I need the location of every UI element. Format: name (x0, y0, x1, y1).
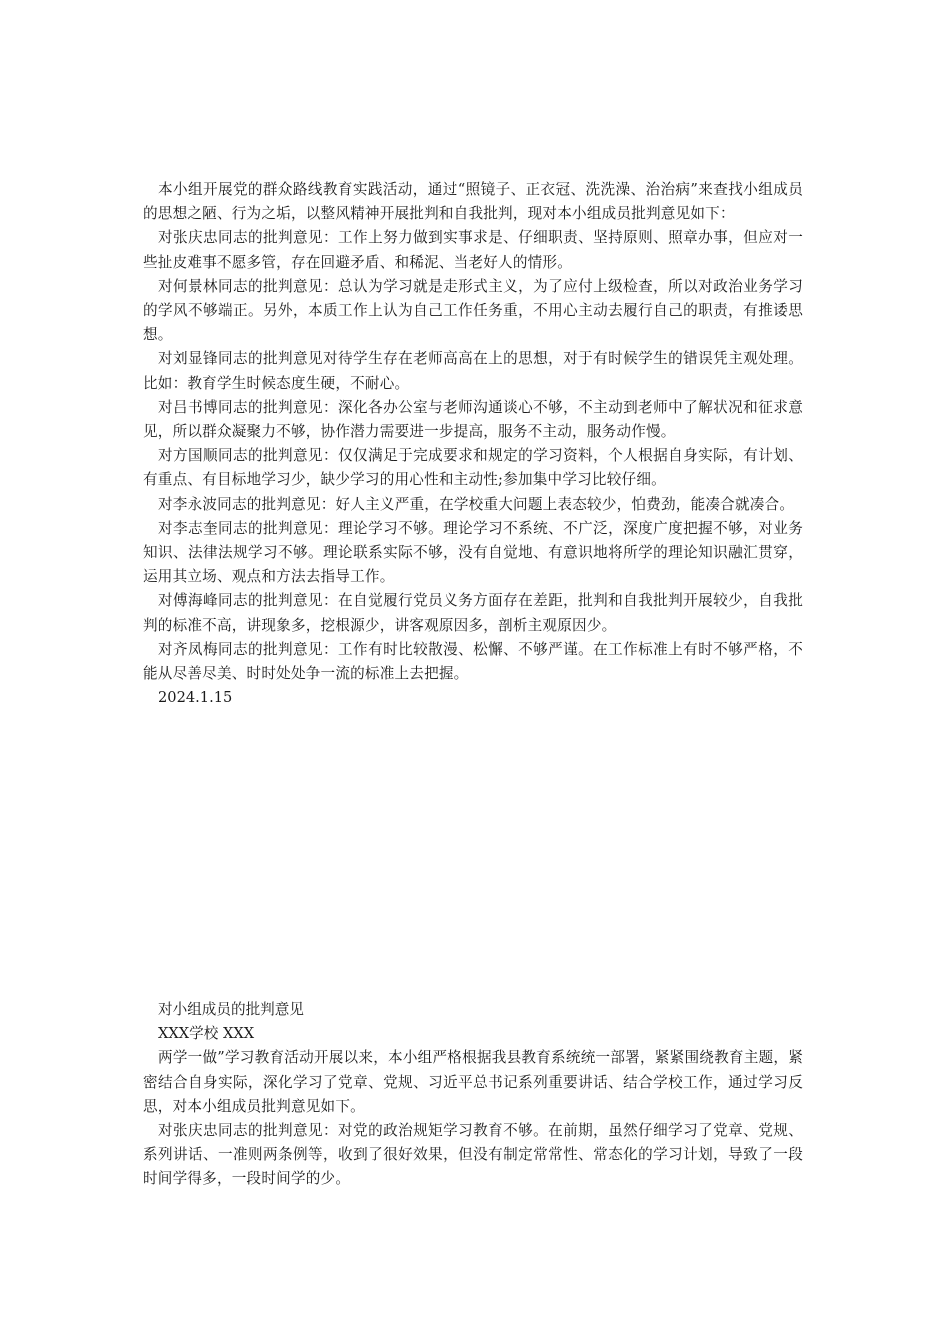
intro-paragraph: 本小组开展党的群众路线教育实践活动，通过“照镜子、正衣冠、洗洗澡、治治病”来查找小组成员的思想之陋、行为之垢，以整风精神开展批判和自我批判，现对本小组成员批判意见如下： (143, 181, 803, 223)
critique-paragraph-zhang: 对张庆忠同志的批判意见：工作上努力做到实事求是、仔细职责、坚持原则、照章办事，但应对一些扯皮难事不愿多管，存在回避矛盾、和稀泥、当老好人的情形。 (143, 229, 803, 271)
critique-section-2 (143, 998, 803, 1192)
intro-paragraph-2: 两学一做”学习教育活动开展以来，本小组严格根据我县教育系统统一部署，紧紧围绕教育主题，紧密结合自身实际，深化学习了党章、党规、习近平总书记系列重要讲话、结合学校工作，通过学习反思，对本小组成员批判意见如下。 (143, 1049, 803, 1115)
critique-paragraph-fang: 对方国顺同志的批判意见：仅仅满足于完成要求和规定的学习资料，个人根据自身实际，有计划、有重点、有目标地学习少，缺少学习的用心性和主动性;参加集中学习比较仔细。 (143, 447, 803, 489)
critique-paragraph-li-yongbo: 对李永波同志的批判意见：好人主义严重，在学校重大问题上表态较少，怕费劲，能凑合就凑合。 (158, 495, 795, 513)
author-line: XXX学校 XXX (158, 1025, 255, 1043)
section-title: 对小组成员的批判意见 (158, 1001, 304, 1018)
critique-section-1 (143, 178, 803, 710)
critique-paragraph-he: 对何景林同志的批判意见：总认为学习就是走形式主义，为了应付上级检查，所以对政治业务学习的学风不够端正。另外，本质工作上认为自己工作任务重，不用心主动去履行自己的职责，有推诿思想。 (143, 277, 803, 344)
critique-paragraph-li-zhikui: 对李志奎同志的批判意见：理论学习不够。理论学习不系统、不广泛，深度广度把握不够，对业务知识、法律法规学习不够。理论联系实际不够，没有自觉地、有意识地将所学的理论知识融汇贯穿，运用其立场、观点和方法去指导工作。 (143, 519, 803, 586)
critique-paragraph-liu: 对刘显锋同志的批判意见对待学生存在老师高高在上的思想，对于有时候学生的错误凭主观处理。比如：教育学生时候态度生硬，不耐心。 (143, 350, 803, 392)
critique-paragraph-qi: 对齐凤梅同志的批判意见：工作有时比较散漫、松懈、不够严谨。在工作标准上有时不够严格，不能从尽善尽美、时时处处争一流的标准上去把握。 (143, 640, 803, 683)
critique-paragraph-lv: 对吕书博同志的批判意见：深化各办公室与老师沟通谈心不够，不主动到老师中了解状况和征求意见，所以群众凝聚力不够，协作潜力需要进一步提高，服务不主动，服务动作慢。 (143, 398, 803, 441)
critique-paragraph-zhang-2: 对张庆忠同志的批判意见：对党的政治规矩学习教育不够。在前期，虽然仔细学习了党章、党规、系列讲话、一准则两条例等，收到了很好效果，但没有制定常常性、常态化的学习计划，导致了一段时间学得多，一段时间学的少。 (143, 1122, 803, 1188)
document-date: 2024.1.15 (158, 689, 233, 707)
critique-paragraph-fu: 对傅海峰同志的批判意见：在自觉履行党员义务方面存在差距，批判和自我批判开展较少，自我批判的标准不高，讲现象多，挖根源少，讲客观原因多，剖析主观原因少。 (143, 592, 803, 634)
